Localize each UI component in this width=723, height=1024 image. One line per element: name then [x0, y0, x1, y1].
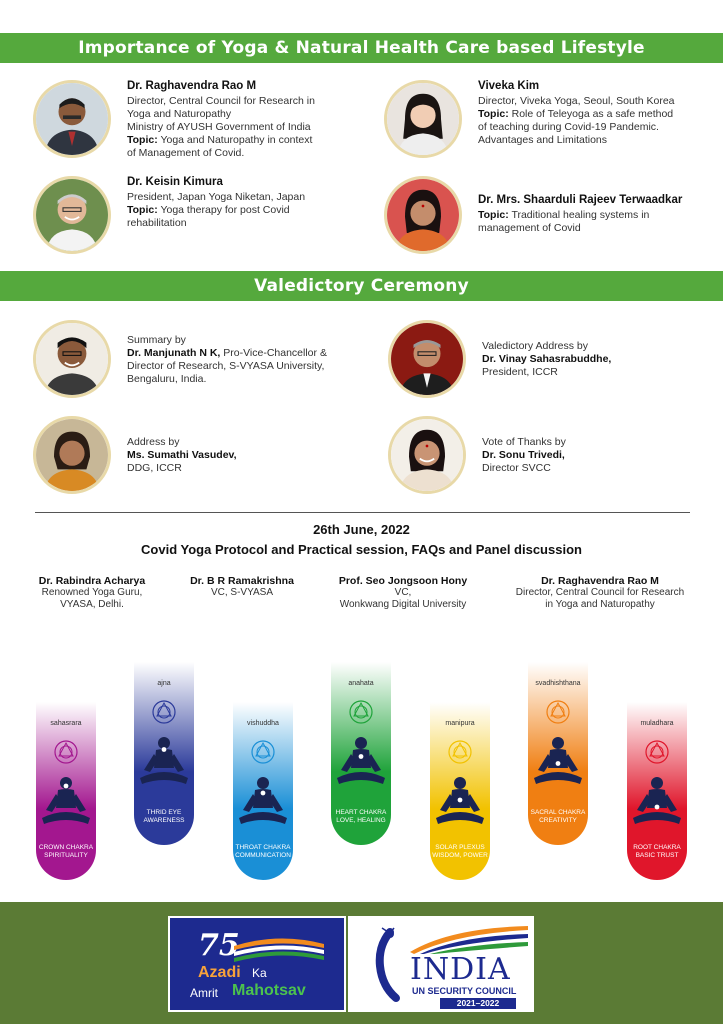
panelist [172, 575, 312, 599]
speaker-photo [388, 320, 466, 398]
speaker-topic-cont: Advantages and Limitations [478, 134, 607, 146]
flag-swoosh-icon [234, 936, 324, 966]
meditation-figure-icon [432, 774, 488, 830]
panelist-role: Renowned Yoga Guru, [41, 587, 143, 598]
chakra-column-ajna [134, 662, 194, 845]
session-subtitle: Covid Yoga Protocol and Practical session, FAQs and Panel discussion [141, 542, 582, 557]
speaker-topic: Topic: Role of Teleyoga as a safe method [478, 108, 674, 120]
logo-number: 75 [198, 928, 240, 963]
panelist-role: VYASA, Delhi. [60, 599, 124, 610]
tricolor-swoosh-icon [410, 924, 530, 954]
logo-text-unsc: UN SECURITY COUNCIL [412, 986, 517, 996]
chakra-label-line: THRID EYE [146, 809, 182, 816]
speaker-role-label: Vote of Thanks by [482, 436, 566, 448]
chakra-name: vishuddha [247, 720, 279, 727]
chakra-label-line: AWARENESS [143, 817, 185, 824]
speaker-topic-cont: of Management of Covid. [127, 147, 245, 159]
chakra-column-muladhara [627, 702, 687, 880]
meditation-figure-icon [136, 734, 192, 790]
speaker-topic: Topic: Yoga and Naturopathy in context [127, 134, 313, 146]
section-title: Importance of Yoga & Natural Health Care based Lifestyle [78, 38, 645, 58]
logo-text-azadi: Azadi [198, 964, 241, 981]
speaker-name: Dr. Mrs. Shaarduli Rajeev Terwaadkar [478, 194, 683, 206]
chakra-symbol-icon [643, 738, 671, 766]
speaker-name-line: Dr. Vinay Sahasrabuddhe, [482, 353, 612, 365]
logo-text-amrit: Amrit [190, 986, 218, 1000]
chakra-name: ajna [157, 680, 171, 687]
chakra-label [617, 844, 697, 860]
speaker-role-label: Address by [127, 436, 180, 448]
chakra-label-line: LOVE, HEALING [336, 817, 386, 824]
meditation-figure-icon [530, 734, 586, 790]
chakra-name: muladhara [640, 720, 674, 727]
chakra-column-sahasrara [36, 702, 96, 880]
chakra-column-vishuddha [233, 702, 293, 880]
speaker-photo [33, 320, 111, 398]
speaker-role: Yoga and Naturopathy [127, 108, 232, 120]
speaker-role: President, ICCR [482, 366, 558, 378]
section-title: Valedictory Ceremony [254, 276, 469, 296]
speaker-topic: Topic: Yoga therapy for post Covid [127, 204, 290, 216]
panelist-role: VC, [394, 587, 412, 598]
speaker-role: DDG, ICCR [127, 462, 182, 474]
panelist-role: Director, Central Council for Research [515, 587, 685, 598]
chakra-label [518, 809, 598, 825]
chakra-symbol-icon [544, 698, 572, 726]
speaker-name-line: Dr. Manjunath N K, Pro-Vice-Chancellor & [127, 347, 327, 359]
speaker-card [33, 176, 305, 254]
speaker-topic-cont: management of Covid [478, 222, 581, 234]
chakra-name: manipura [445, 720, 475, 727]
india-un-security-council-logo [348, 916, 534, 1012]
chakra-label-line: COMMUNICATION [235, 852, 291, 859]
logo-text-ka: Ka [252, 966, 267, 980]
speaker-photo [384, 80, 462, 158]
panelist-name: Prof. Seo Jongsoon Hony [338, 575, 468, 587]
chakra-label-line: THROAT CHAKRA [235, 844, 291, 851]
chakra-column-manipura [430, 702, 490, 880]
speaker-card [33, 416, 237, 494]
chakra-symbol-icon [52, 738, 80, 766]
speaker-topic-cont: rehabilitation [127, 217, 187, 229]
speaker-topic: Topic: Traditional healing systems in [478, 209, 650, 221]
chakra-column-svadhishthana [528, 662, 588, 845]
session-date: 26th June, 2022 [313, 522, 410, 537]
logo-text-mahotsav: Mahotsav [232, 982, 306, 999]
panelist-role: VC, S-VYASA [210, 587, 274, 598]
speaker-photo [33, 80, 111, 158]
meditation-figure-icon [38, 774, 94, 830]
chakra-name: anahata [348, 680, 374, 687]
section-banner-importance [0, 33, 723, 63]
chakra-symbol-icon [347, 698, 375, 726]
speaker-name: Dr. Raghavendra Rao M [127, 80, 257, 92]
chakra-column-anahata [331, 662, 391, 845]
section-banner-valedictory [0, 271, 723, 301]
azadi-ka-amrit-mahotsav-logo [168, 916, 346, 1012]
chakra-label [420, 844, 500, 860]
meditation-figure-icon [235, 774, 291, 830]
chakra-label-line: BASIC TRUST [635, 852, 679, 859]
logo-text-india: INDIA [410, 952, 511, 987]
panelist-name: Dr. Rabindra Acharya [38, 575, 146, 587]
chakra-label [124, 809, 204, 825]
speaker-card [33, 80, 315, 160]
panelist-role: Wonkwang Digital University [339, 599, 467, 610]
speaker-card [33, 320, 327, 398]
chakra-label [223, 844, 303, 860]
meditation-figure-icon [629, 774, 685, 830]
chakra-name: sahasrara [50, 720, 82, 727]
speaker-role: Director of Research, S-VYASA University, [127, 360, 325, 372]
logo-text-years: 2021–2022 [440, 998, 516, 1009]
speaker-role: Director SVCC [482, 462, 551, 474]
chakra-label-line: SACRAL CHAKRA [530, 809, 586, 816]
speaker-role-label: Valedictory Address by [482, 340, 589, 352]
speaker-photo [33, 416, 111, 494]
speaker-name: Viveka Kim [478, 80, 540, 92]
speaker-photo [33, 176, 111, 254]
speaker-card [384, 176, 682, 254]
chakra-symbol-icon [249, 738, 277, 766]
chakra-label-line: HEART CHAKRA [335, 809, 387, 816]
speaker-role: Ministry of AYUSH Government of India [127, 121, 311, 133]
speaker-photo [388, 416, 466, 494]
speaker-role: Bengaluru, India. [127, 373, 207, 385]
speaker-role-label: Summary by [127, 334, 186, 346]
peacock-emblem-icon [360, 926, 410, 1004]
chakra-label-line: ROOT CHAKRA [633, 844, 681, 851]
speaker-name: Dr. Keisin Kimura [127, 176, 223, 188]
speaker-photo [384, 176, 462, 254]
chakra-label-line: WISDOM, POWER [432, 852, 488, 859]
speaker-card [388, 416, 566, 494]
panelist-name: Dr. B R Ramakrishna [190, 575, 294, 587]
chakra-label-line: CREATIVITY [539, 817, 577, 824]
chakra-label-line: CROWN CHAKRA [38, 844, 94, 851]
panelist [22, 575, 162, 611]
chakra-symbol-icon [150, 698, 178, 726]
speaker-role: President, Japan Yoga Niketan, Japan [127, 191, 306, 203]
speaker-role: Director, Central Council for Research in [127, 95, 315, 107]
speaker-card [388, 320, 611, 398]
chakra-label-line: SPIRITUALITY [44, 852, 88, 859]
section-divider [35, 512, 690, 513]
chakra-label [26, 844, 106, 860]
chakra-name: svadhishthana [535, 680, 581, 687]
meditation-figure-icon [333, 734, 389, 790]
panelist-name: Dr. Raghavendra Rao M [541, 575, 659, 587]
panelist-role: in Yoga and Naturopathy [545, 599, 655, 610]
speaker-name-line: Dr. Sonu Trivedi, [482, 449, 565, 461]
panelist [500, 575, 700, 611]
chakra-label [321, 809, 401, 825]
speaker-topic-cont: of teaching during Covid-19 Pandemic. [478, 121, 659, 133]
speaker-card [384, 80, 675, 158]
speaker-role: Director, Viveka Yoga, Seoul, South Korea [478, 95, 675, 107]
speaker-name-line: Ms. Sumathi Vasudev, [127, 449, 237, 461]
chakra-label-line: SOLAR PLEXUS [435, 844, 485, 851]
panelist [318, 575, 488, 611]
chakra-symbol-icon [446, 738, 474, 766]
